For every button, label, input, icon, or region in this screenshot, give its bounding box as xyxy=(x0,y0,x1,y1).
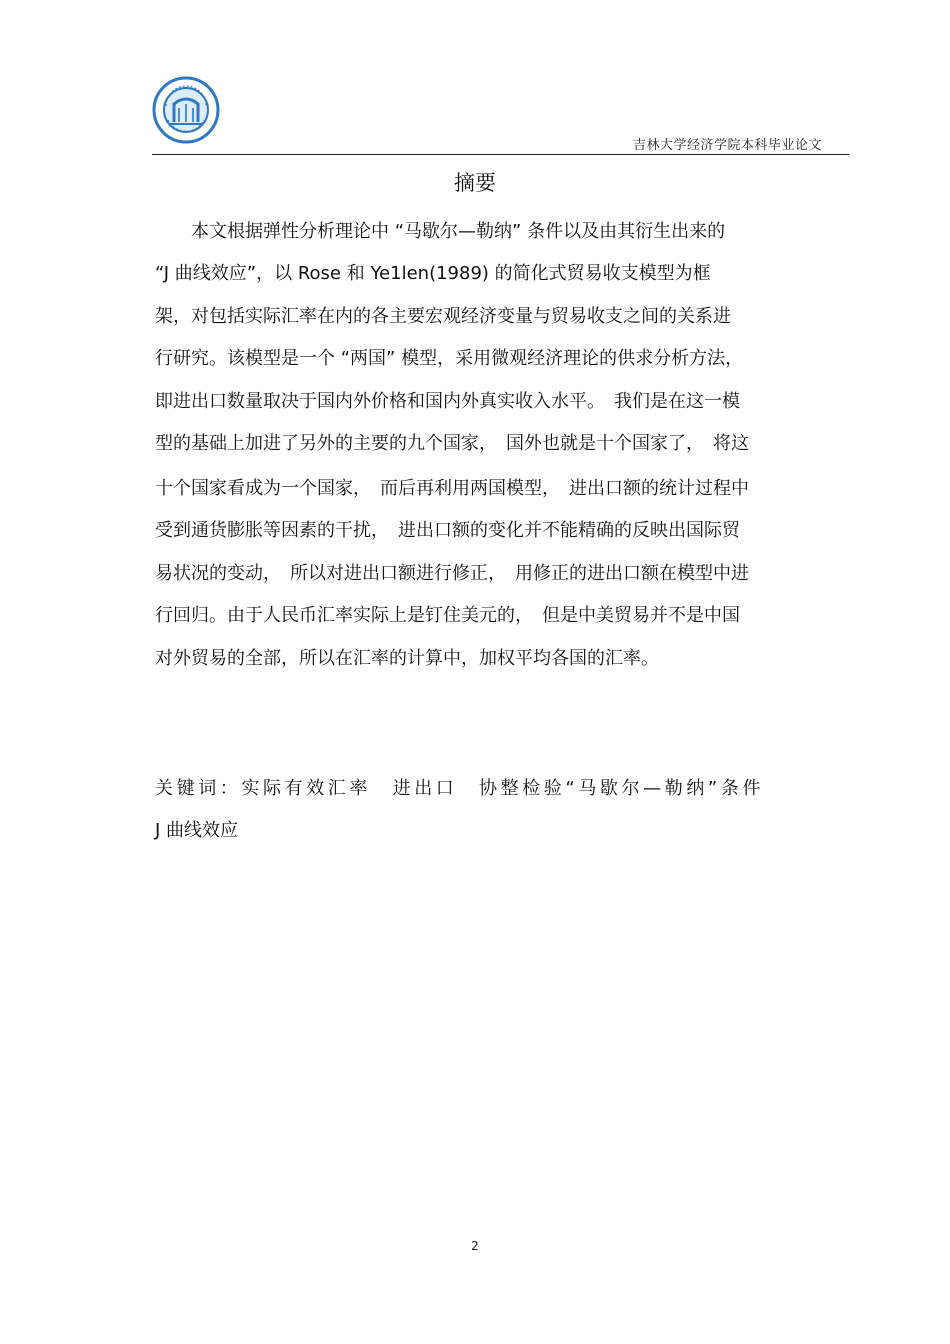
section-title: 摘要 xyxy=(454,171,496,195)
header-title: 吉林大学经济学院本科毕业论文 xyxy=(632,138,822,153)
paragraph-line: 架，对包括实际汇率在内的各主要宏观经济变量与贸易收支之间的关系进 xyxy=(155,306,731,327)
paragraph-line: 行研究。该模型是一个 “两国” 模型，采用微观经济理论的供求分析方法， xyxy=(155,348,744,369)
paragraph-line: 型的基础上加进了另外的主要的九个国家， 国外也就是十个国家了， 将这 xyxy=(155,433,749,454)
keywords-line-continued: J 曲线效应 xyxy=(155,820,239,841)
paragraph-line: 行回归。由于人民币汇率实际上是钉住美元的， 但是中美贸易并不是中国 xyxy=(155,605,740,626)
paragraph-line: 受到通货膨胀等因素的干扰， 进出口额的变化并不能精确的反映出国际贸 xyxy=(155,520,740,541)
paragraph-line: 十个国家看成为一个国家， 而后再利用两国模型， 进出口额的统计过程中 xyxy=(155,478,749,499)
university-seal-icon xyxy=(152,76,220,144)
header-divider xyxy=(152,154,849,155)
paragraph-line: 易状况的变动， 所以对进出口额进行修正， 用修正的进出口额在模型中进 xyxy=(155,563,749,584)
paragraph-line: 本文根据弹性分析理论中 “马歇尔—勒纳” 条件以及由其衍生出来的 xyxy=(155,221,726,242)
paragraph-line: 对外贸易的全部，所以在汇率的计算中，加权平均各国的汇率。 xyxy=(155,648,659,669)
paragraph-line: “J 曲线效应”，以 Rose 和 Ye1len(1989) 的简化式贸易收支模型为框 xyxy=(155,263,711,284)
keywords-line: 关键词：实际有效汇率 进出口 协整检验“马歇尔—勒纳”条件 xyxy=(155,778,765,799)
paragraph-line: 即进出口数量取决于国内外价格和国内外真实收入水平。 我们是在这一模 xyxy=(155,391,740,412)
page-number: 2 xyxy=(471,1239,479,1253)
